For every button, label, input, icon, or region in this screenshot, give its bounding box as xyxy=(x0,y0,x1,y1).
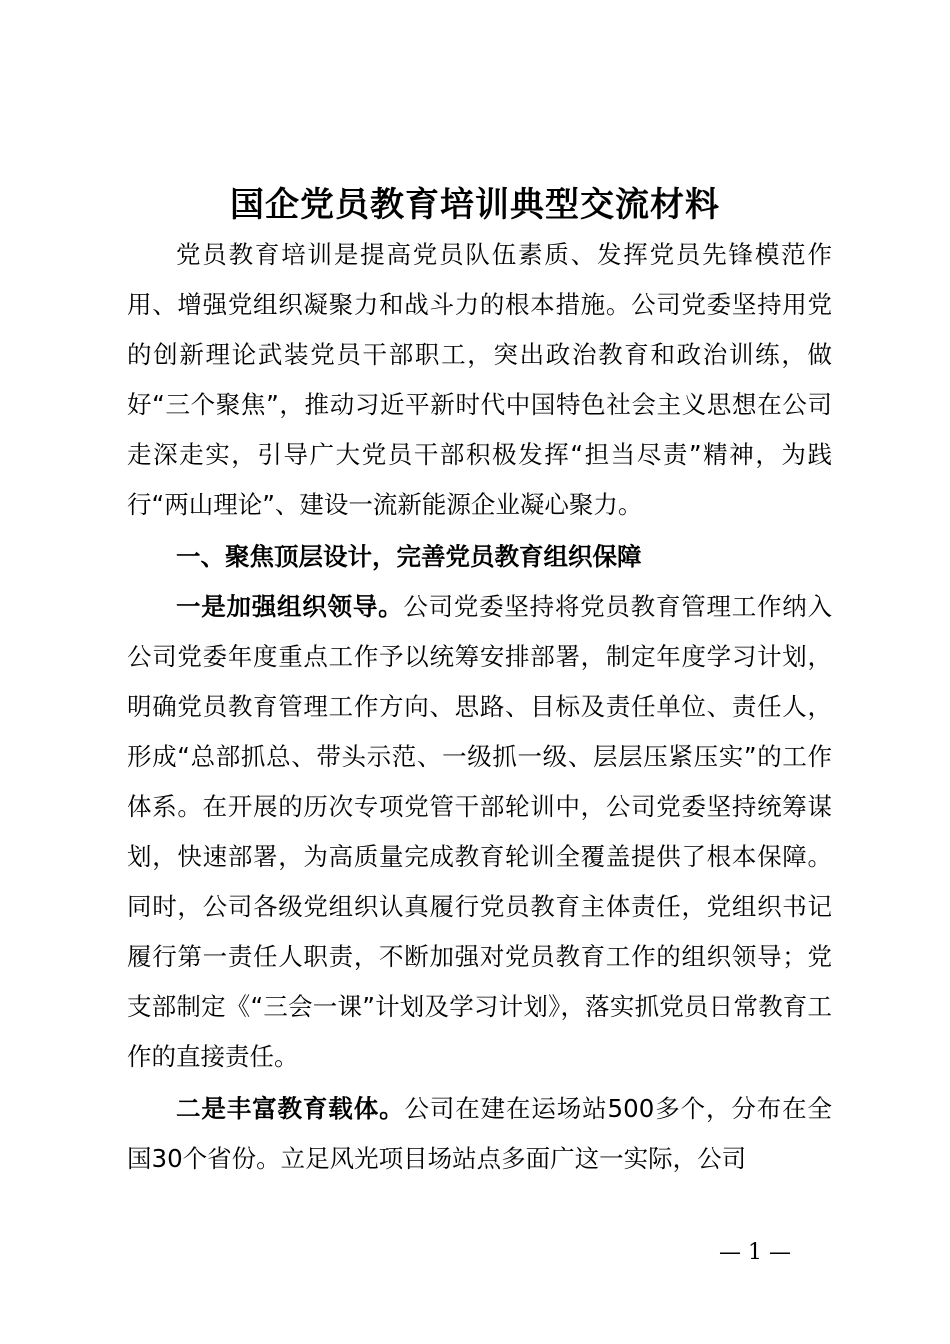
intro-paragraph: 党员教育培训是提高党员队伍素质、发挥党员先锋模范作用、增强党组织凝聚力和战斗力的根本措施。公司党委坚持用党的创新理论武装党员干部职工，突出政治教育和政治训练，做好“三个聚焦”，推动习近平新时代中国特色社会主义思想在公司走深走实，引导广大党员干部积极发挥“担当尽责”精神，为践行“两山理论”、建设一流新能源企业凝心聚力。 xyxy=(127,240,832,519)
document-body xyxy=(127,230,832,1184)
section-heading-1: 一、聚焦顶层设计，完善党员教育组织保障 xyxy=(176,542,642,571)
paragraph-education-carriers xyxy=(127,1084,832,1184)
paragraph-text: 公司党委坚持将党员教育管理工作纳入公司党委年度重点工作予以统筹安排部署，制定年度学习计划，明确党员教育管理工作方向、思路、目标及责任单位、责任人，形成“总部抓总、带头示范、一级抓一级、层层压紧压实”的工作体系。在开展的历次专项党管干部轮训中，公司党委坚持统筹谋划，快速部署，为高质量完成教育轮训全覆盖提供了根本保障。同时，公司各级党组织认真履行党员教育主体责任，党组织书记履行第一责任人职责，不断加强对党员教育工作的组织领导；党支部制定《“三会一课”计划及学习计划》，落实抓党员日常教育工作的直接责任。 xyxy=(127,592,833,1071)
page-number: — 1 — xyxy=(719,1240,791,1265)
paragraph-text: 公司在建在运场站500多个，分布在全国30个省份。立足风光项目场站点多面广这一实际，公司 xyxy=(127,1094,833,1173)
document-title: 国企党员教育培训典型交流材料 xyxy=(230,185,720,225)
paragraph-lead: 二是丰富教育载体。 xyxy=(176,1094,405,1123)
paragraph-organizational-leadership xyxy=(127,582,832,1082)
paragraph-lead: 一是加强组织领导。 xyxy=(176,592,404,621)
